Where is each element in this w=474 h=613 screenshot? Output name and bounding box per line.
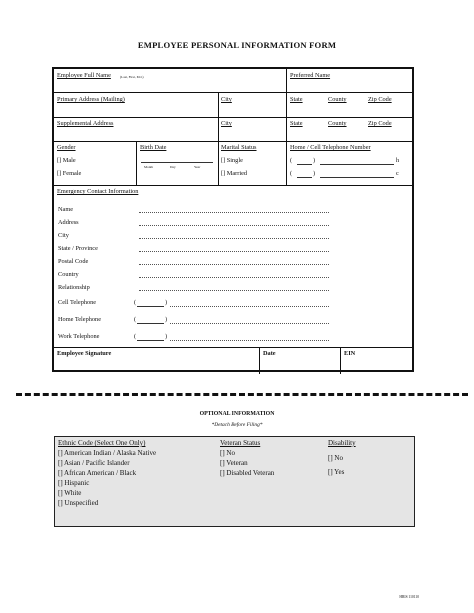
col-divider	[286, 69, 287, 92]
optional-subtitle: *Detach Before Filing*	[211, 422, 263, 428]
ec-home-area-field[interactable]	[137, 323, 164, 324]
state-label: State	[290, 120, 303, 127]
paren-open: (	[134, 333, 137, 340]
row-divider	[54, 141, 412, 142]
ec-relationship-field[interactable]	[139, 290, 329, 291]
full-name-hint: (Last, First, M.I.)	[120, 75, 144, 79]
home-suffix: h	[396, 157, 400, 164]
paren-open: (	[134, 316, 137, 323]
optional-info-box	[54, 436, 415, 527]
city-label: City	[221, 96, 232, 103]
male-checkbox[interactable]: [] Male	[57, 157, 76, 164]
full-name-label: Employee Full Name	[57, 72, 111, 79]
emergency-heading: Emergency Contact Information	[57, 188, 139, 195]
ec-postal-field[interactable]	[139, 264, 329, 265]
home-phone-field[interactable]	[320, 164, 394, 165]
ethnic-option[interactable]: [] Asian / Pacific Islander	[58, 459, 130, 467]
col-divider	[136, 141, 137, 185]
paren-open: (	[290, 157, 293, 164]
ethnic-option[interactable]: [] Unspecified	[58, 499, 99, 507]
cell-phone-field[interactable]	[320, 177, 394, 178]
row-divider	[54, 347, 412, 348]
marital-status-label: Marital Status	[221, 144, 257, 151]
day-label: Day	[170, 165, 176, 169]
county-label: County	[328, 96, 347, 103]
ec-address-field[interactable]	[139, 225, 329, 226]
ec-home-label: Home Telephone	[58, 316, 101, 323]
veteran-option[interactable]: [] No	[220, 449, 235, 457]
gender-label: Gender	[57, 144, 76, 151]
month-label: Month	[144, 165, 154, 169]
optional-title: OPTIONAL INFORMATION	[199, 411, 275, 417]
married-checkbox[interactable]: [] Married	[221, 170, 248, 177]
col-divider	[286, 92, 287, 141]
veteran-heading: Veteran Status	[220, 439, 261, 447]
ec-address-label: Address	[58, 219, 79, 226]
ec-name-label: Name	[58, 206, 74, 213]
ethnic-option[interactable]: [] American Indian / Alaska Native	[58, 449, 157, 457]
ec-postal-label: Postal Code	[58, 258, 89, 265]
paren-close: )	[165, 316, 168, 323]
disability-option[interactable]: [] No	[328, 454, 343, 462]
supplemental-address-label: Supplemental Address	[57, 120, 114, 127]
female-checkbox[interactable]: [] Female	[57, 170, 82, 177]
ec-state-field[interactable]	[139, 251, 329, 252]
col-divider	[340, 347, 341, 374]
city-label: City	[221, 120, 232, 127]
county-label: County	[328, 120, 347, 127]
ethnic-option[interactable]: [] White	[58, 489, 82, 497]
ec-home-field[interactable]	[170, 323, 329, 324]
zip-label: Zip Code	[368, 96, 392, 103]
ein-label: EIN	[344, 350, 356, 357]
disability-option[interactable]: [] Yes	[328, 468, 345, 476]
detach-line	[16, 393, 468, 396]
paren-close: )	[165, 333, 168, 340]
paren-open: (	[290, 170, 293, 177]
ec-relationship-label: Relationship	[58, 284, 90, 291]
employee-info-form	[52, 67, 414, 372]
row-divider	[54, 185, 412, 186]
date-label: Date	[263, 350, 276, 357]
preferred-name-label: Preferred Name	[290, 72, 331, 79]
ec-cell-field[interactable]	[170, 306, 329, 307]
veteran-option[interactable]: [] Disabled Veteran	[220, 469, 275, 477]
paren-open: (	[134, 299, 137, 306]
ec-city-label: City	[58, 232, 69, 239]
col-divider	[218, 92, 219, 141]
single-checkbox[interactable]: [] Single	[221, 157, 243, 164]
col-divider	[286, 141, 287, 185]
ethnic-option[interactable]: [] Hispanic	[58, 479, 90, 487]
row-divider	[54, 117, 412, 118]
ec-cell-label: Cell Telephone	[58, 299, 97, 306]
home-area-code-field[interactable]	[297, 164, 312, 165]
paren-close: )	[313, 157, 316, 164]
ec-work-label: Work Telephone	[58, 333, 100, 340]
signature-label: Employee Signature	[57, 350, 112, 357]
year-label: Year	[194, 165, 201, 169]
ec-work-area-field[interactable]	[137, 340, 164, 341]
primary-address-label: Primary Address (Mailing)	[57, 96, 125, 103]
cell-area-code-field[interactable]	[297, 177, 312, 178]
paren-close: )	[165, 299, 168, 306]
ec-name-field[interactable]	[139, 212, 329, 213]
col-divider	[259, 347, 260, 374]
ec-cell-area-field[interactable]	[137, 306, 164, 307]
cell-suffix: c	[396, 170, 399, 177]
ec-work-field[interactable]	[170, 340, 329, 341]
ec-city-field[interactable]	[139, 238, 329, 239]
ethnic-option[interactable]: [] African American / Black	[58, 469, 137, 477]
state-label: State	[290, 96, 303, 103]
ec-country-label: Country	[58, 271, 79, 278]
form-code: HRIS 110110	[399, 595, 419, 599]
col-divider	[218, 141, 219, 185]
ec-country-field[interactable]	[139, 277, 329, 278]
ec-state-label: State / Province	[58, 245, 98, 252]
zip-label: Zip Code	[368, 120, 392, 127]
row-divider	[54, 92, 412, 93]
ethnic-heading: Ethnic Code (Select One Only)	[58, 439, 146, 447]
phone-label: Home / Cell Telephone Number	[290, 144, 371, 151]
veteran-option[interactable]: [] Veteran	[220, 459, 248, 467]
form-title: EMPLOYEE PERSONAL INFORMATION FORM	[137, 40, 337, 50]
paren-close: )	[313, 170, 316, 177]
birth-date-label: Birth Date	[140, 144, 167, 151]
birth-date-line[interactable]	[141, 162, 213, 163]
disability-heading: Disability	[328, 439, 356, 447]
